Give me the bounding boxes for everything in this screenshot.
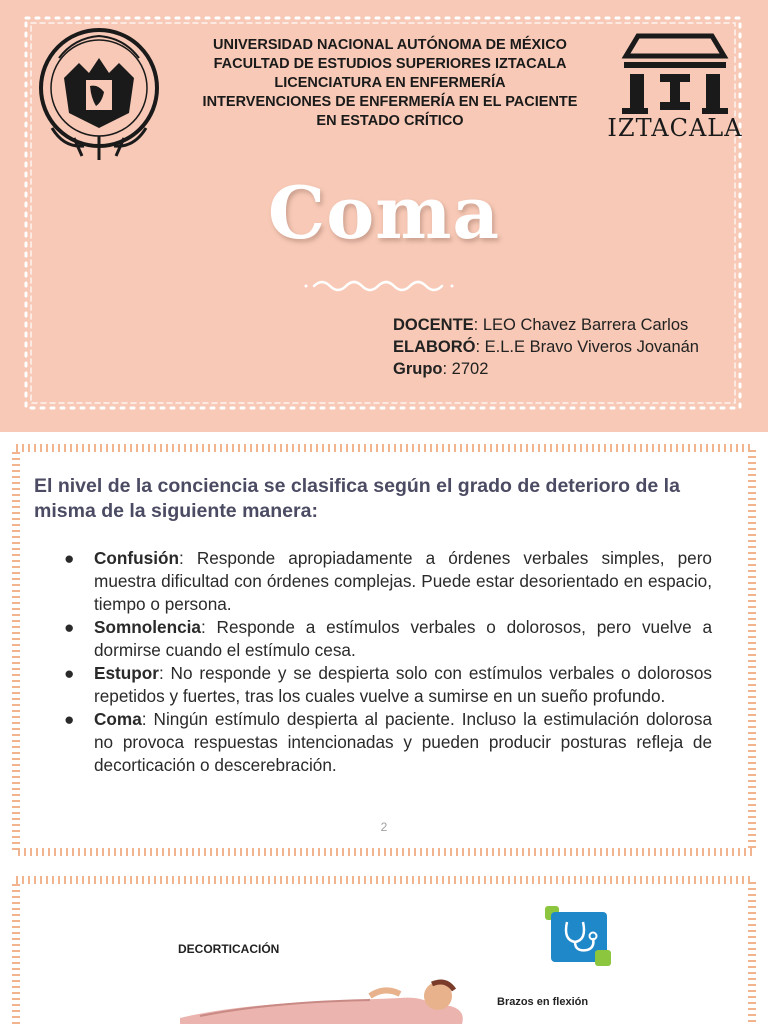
credit-grupo <box>393 358 699 380</box>
institution-header <box>180 36 600 131</box>
arms-flexion-label: Brazos en flexión <box>497 996 589 1008</box>
item-term: Coma <box>94 709 142 729</box>
header-line: UNIVERSIDAD NACIONAL AUTÓNOMA DE MÉXICO <box>213 37 567 53</box>
list-item <box>64 708 712 777</box>
item-text: : No responde y se despierta solo con estímulos verbales o dolorosos repetidos y fuertes, tras los cuales vuelve a sumirse en un sueño profundo. <box>94 663 712 706</box>
bullet-icon: ● <box>64 548 75 568</box>
credit-label: Grupo <box>393 360 443 378</box>
credit-docente <box>393 314 699 336</box>
bullet-icon: ● <box>64 709 75 729</box>
page-title: Coma <box>267 170 501 255</box>
decortication-label: DECORTICACIÓN <box>178 942 280 956</box>
header-line: FACULTAD DE ESTUDIOS SUPERIORES IZTACALA <box>213 56 567 72</box>
bullet-icon: ● <box>64 617 75 637</box>
item-text: : Ningún estímulo despierta al paciente. Incluso la estimulación dolorosa no provoca respuestas intencionadas y pueden producir posturas refleja de decorticación o descerebración. <box>94 709 712 775</box>
content-slide <box>0 432 768 864</box>
logo-text: IZTACALA <box>607 114 743 142</box>
page-number: 2 <box>380 820 388 834</box>
image-slide <box>0 864 768 1024</box>
unam-seal-logo <box>34 18 164 163</box>
decorative-squiggle <box>300 276 460 296</box>
credit-value: : 2702 <box>442 360 489 378</box>
stethoscope-logo <box>545 906 613 968</box>
header-line: LICENCIATURA EN ENFERMERÍA <box>274 75 506 91</box>
credit-value: : LEO Chavez Barrera Carlos <box>473 316 689 334</box>
intro-text: El nivel de la conciencia se clasifica según el grado de deterioro de la misma de la siguiente manera: <box>34 475 680 522</box>
cover-slide <box>0 0 768 432</box>
credit-label: ELABORÓ <box>393 338 476 356</box>
patient-illustration <box>170 976 470 1024</box>
item-term: Somnolencia <box>94 617 201 637</box>
credit-value: : E.L.E Bravo Viveros Jovanán <box>475 338 699 356</box>
list-item <box>64 616 712 662</box>
item-term: Estupor <box>94 663 159 683</box>
header-line: INTERVENCIONES DE ENFERMERÍA EN EL PACIENTE <box>202 94 578 110</box>
credits-block <box>393 314 699 380</box>
consciousness-list <box>64 547 712 777</box>
item-text: : Responde a estímulos verbales o dolorosos, pero vuelve a dormirse cuando el estímulo cesa. <box>94 617 712 660</box>
item-term: Confusión <box>94 548 179 568</box>
credit-label: DOCENTE <box>393 316 474 334</box>
header-line: EN ESTADO CRÍTICO <box>316 113 464 129</box>
item-text: : Responde apropiadamente a órdenes verbales simples, pero muestra dificultad con órdenes complejas. Puede estar desorientado en espacio, tiempo o persona. <box>94 548 712 614</box>
credit-elaboro <box>393 336 699 358</box>
bullet-icon: ● <box>64 663 75 683</box>
list-item <box>64 547 712 616</box>
list-item <box>64 662 712 708</box>
iztacala-logo <box>604 26 746 142</box>
